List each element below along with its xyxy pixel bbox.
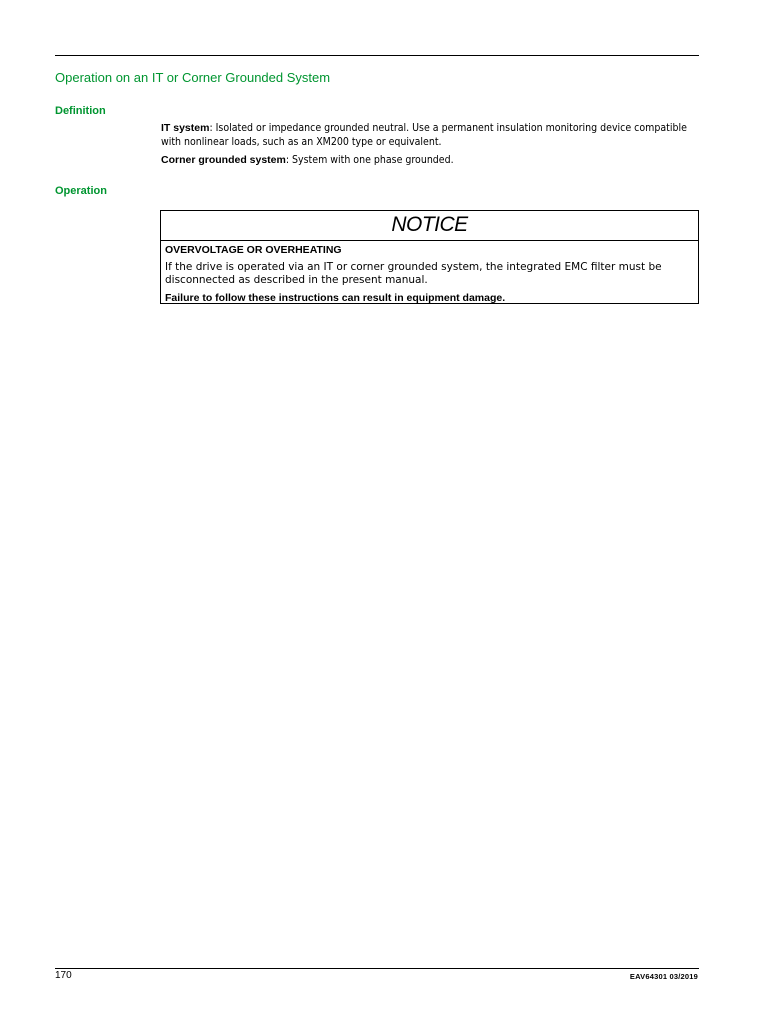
corner-grounded-term: Corner grounded system [161, 154, 286, 166]
notice-content [161, 241, 698, 305]
it-system-term: IT system [161, 122, 210, 134]
corner-grounded-definition [161, 153, 701, 167]
it-system-definition [161, 121, 701, 149]
notice-consequence: Failure to follow these instructions can result in equipment damage. [165, 292, 506, 304]
corner-grounded-text: : System with one phase grounded. [285, 154, 454, 166]
footer-divider [55, 968, 699, 969]
notice-hazard: OVERVOLTAGE OR OVERHEATING [165, 244, 342, 256]
notice-box [160, 210, 699, 304]
section-title: Operation on an IT or Corner Grounded System [55, 70, 331, 85]
it-system-text: : Isolated or impedance grounded neutral. Use a permanent insulation monitoring device compatible with nonlinear loads, such as an XM200 type or equivalent. [161, 122, 687, 148]
notice-heading: NOTICE [161, 211, 698, 241]
document-reference: EAV64301 03/2019 [629, 972, 698, 981]
page-number: 170 [55, 970, 72, 981]
header-divider [55, 55, 699, 56]
notice-text: If the drive is operated via an IT or corner grounded system, the integrated EMC filter must be disconnected as described in the present manual. [165, 261, 662, 286]
definition-label: Definition [55, 105, 106, 117]
operation-label: Operation [55, 185, 107, 197]
